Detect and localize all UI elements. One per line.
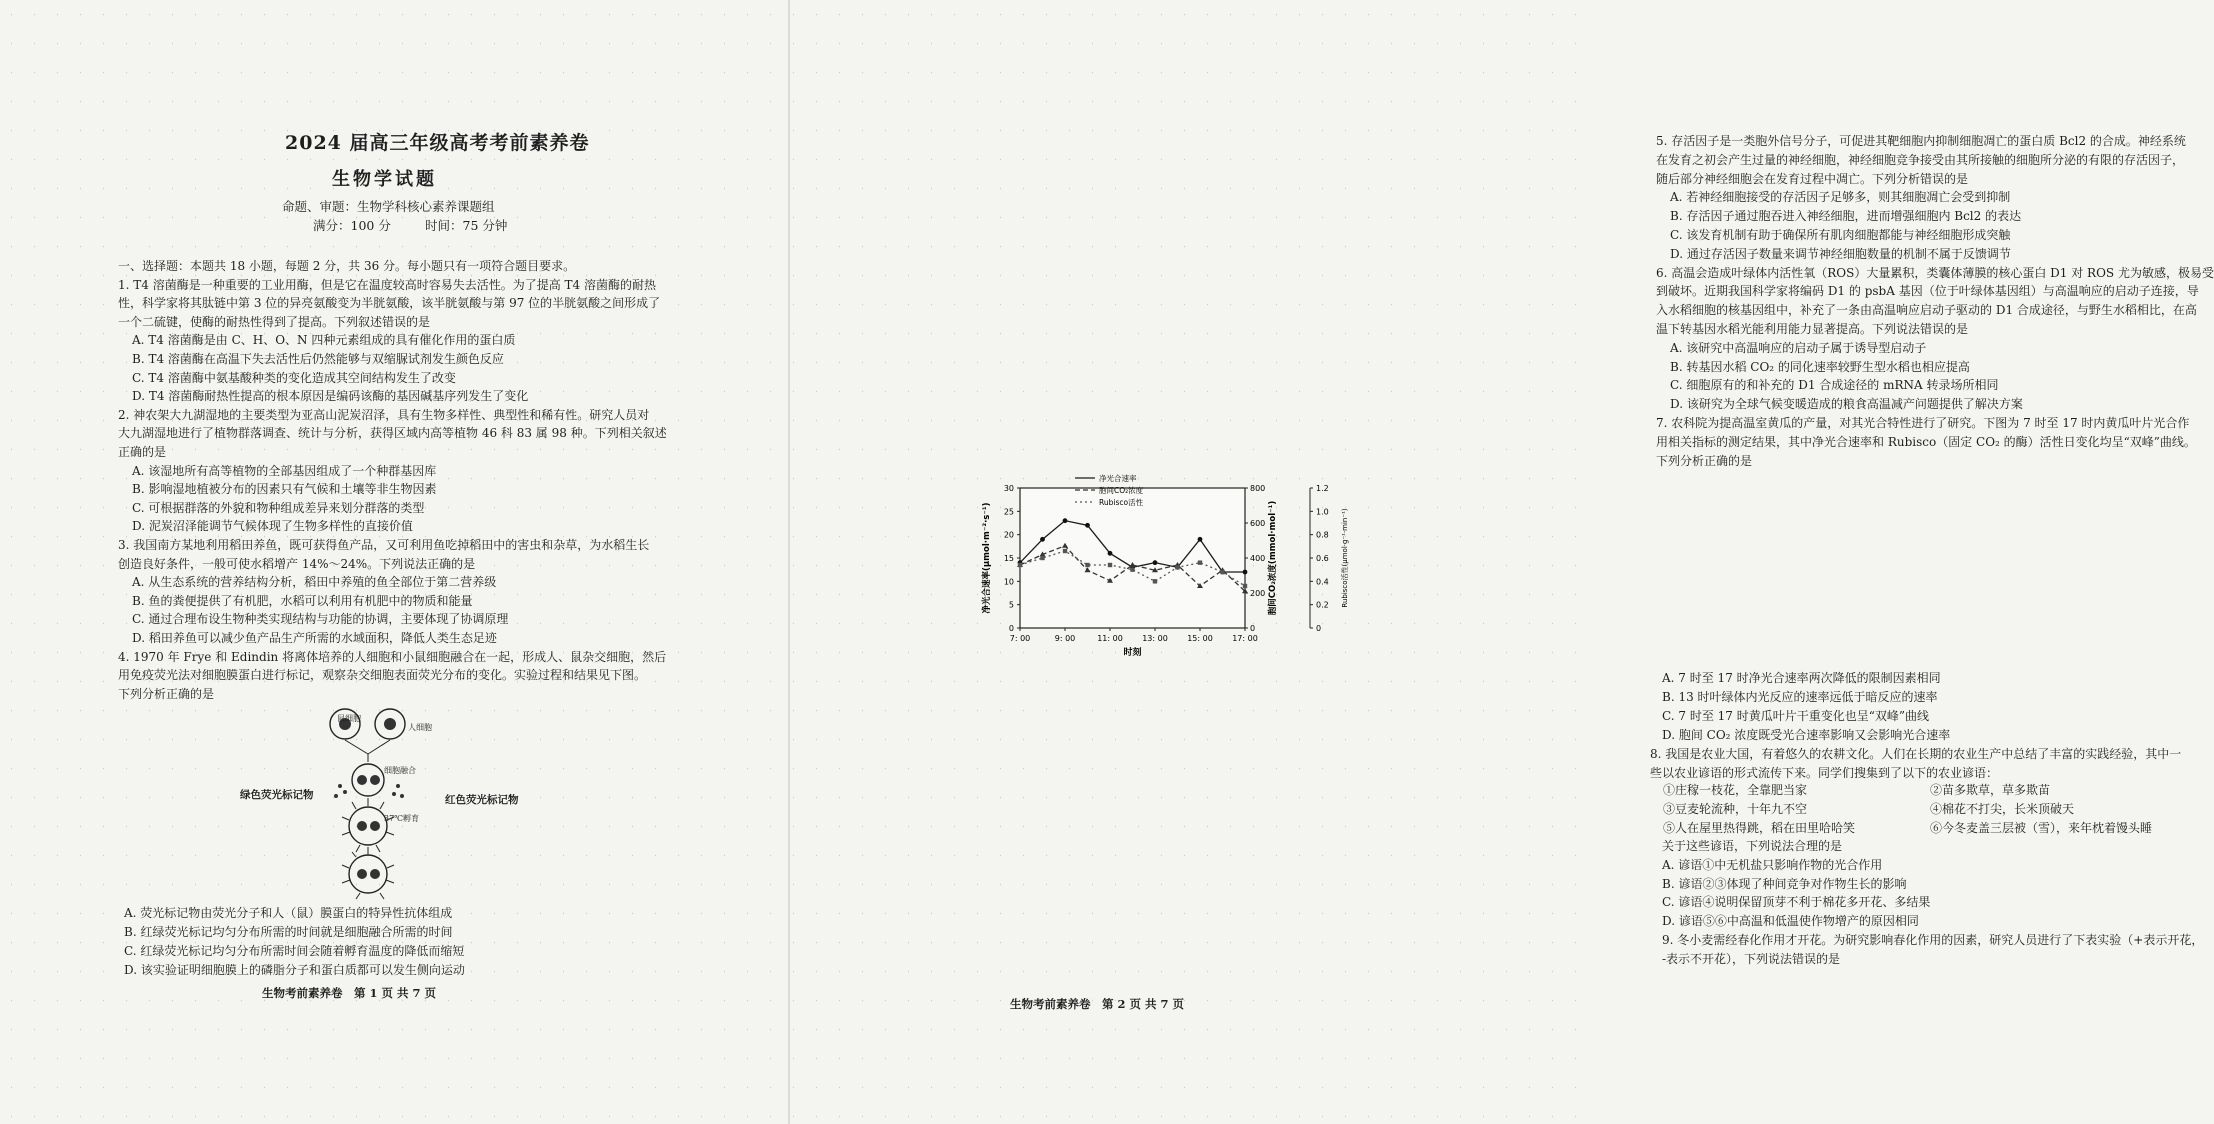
right-lines2-line: 些以农业谚语的形式流传下来。同学们搜集到了以下的农业谚语： — [1650, 765, 1999, 780]
red-label: 红色荧光标记物 — [445, 794, 519, 806]
point-rubisco — [1018, 563, 1022, 567]
labeled-cell — [349, 807, 387, 845]
right-lines-line: B. 转基因水稻 CO₂ 的同化速率较野生型水稻也相应提高 — [1670, 359, 1970, 374]
right-lines3-line: 关于这些谚语，下列说法合理的是 — [1662, 839, 1843, 853]
point-rubisco — [1085, 563, 1089, 567]
proverb-item: ③豆麦轮流种，十年九不空 — [1663, 801, 1808, 816]
x-tick-label: 7: 00 — [1009, 634, 1031, 643]
left-lines-line: 下列分析正确的是 — [118, 686, 215, 701]
point-netrate — [1040, 537, 1045, 542]
x-tick-label: 13: 00 — [1142, 634, 1168, 643]
left-lines-line: 创造良好条件，一般可使水稻增产 14%～24%。下列说法正确的是 — [118, 556, 476, 571]
left-lines-line: 4. 1970 年 Frye 和 Edindin 将离体培养的人细胞和小鼠细胞融合在一起，形成人、鼠杂交细胞，然后 — [118, 649, 667, 664]
right-lines3-line: B. 谚语②③体现了种间竞争对作物生长的影响 — [1662, 876, 1907, 891]
right-lines-line: 用相关指标的测定结果，其中净光合速率和 Rubisco（固定 CO₂ 的酶）活性日变化均呈“双峰”曲线。 — [1656, 434, 2196, 449]
left-lines-line: 用免疫荧光法对细胞膜蛋白进行标记，观察杂交细胞表面荧光分布的变化。实验过程和结果见下图。 — [118, 668, 647, 683]
left-lines-line: A. 从生态系统的营养结构分析，稻田中养殖的鱼全部位于第二营养级 — [132, 575, 497, 590]
right-lines-line: 到破坏。近期我国科学家将编码 D1 的 psbA 基因（位于叶绿体基因组）与高温响应的启动子连接，导 — [1656, 284, 2199, 299]
right-lines3-line: C. 谚语④说明保留顶芽不利于棉花多开花、多结果 — [1662, 895, 1931, 910]
x-tick-label: 9: 00 — [1054, 634, 1076, 643]
right-options7-line: C. 7 时至 17 时黄瓜叶片干重变化也呈“双峰”曲线 — [1662, 709, 1930, 723]
human-cell-label: 人细胞 — [408, 723, 432, 732]
right-options7-line: D. 胞间 CO₂ 浓度既受光合速率影响又会影响光合速率 — [1662, 728, 1951, 742]
left-lines-line: B. 影响湿地植被分布的因素只有气候和土壤等非生物因素 — [132, 482, 437, 497]
left-axis-label: 净光合速率(μmol·m⁻²·s⁻¹) — [982, 502, 992, 614]
right-lines-line: 温下转基因水稻光能利用能力显著提高。下列说法错误的是 — [1656, 322, 1969, 336]
exam-title: 2024 届高三年级高考考前素养卷 — [285, 132, 590, 154]
right-lines3-line: D. 谚语⑤⑥中高温和低温使作物增产的原因相同 — [1662, 914, 1919, 929]
right-lines-line: 在发育之初会产生过量的神经细胞，神经细胞竞争接受由其所接触的细胞所分泌的有限的存活因子， — [1656, 152, 2185, 167]
left-lines-line: 1. T4 溶菌酶是一种重要的工业用酶，但是它在温度较高时容易失去活性。为了提高 T4 溶菌酶的耐热 — [118, 277, 656, 292]
right-lines-line: 下列分析正确的是 — [1656, 453, 1753, 468]
mid-tick-label: 800 — [1250, 484, 1266, 493]
point-rubisco — [1108, 563, 1112, 567]
point-rubisco — [1153, 579, 1157, 583]
left-lines-line: D. T4 溶菌酶耐热性提高的根本原因是编码该酶的基因碱基序列发生了变化 — [132, 389, 529, 404]
left-options2-line: D. 该实验证明细胞膜上的磷脂分子和蛋白质都可以发生侧向运动 — [124, 963, 465, 977]
left-lines-line: D. 稻田养鱼可以减少鱼产品生产所需的水域面积，降低人类生态足迹 — [132, 631, 497, 645]
mid-tick-label: 400 — [1250, 554, 1266, 563]
right-lines2-line: 8. 我国是农业大国，有着悠久的农耕文化。人们在长期的农业生产中总结了丰富的实践经验，其中一 — [1650, 747, 2182, 761]
right-lines-line: D. 该研究为全球气候变暖造成的粮食高温减产问题提供了解决方案 — [1670, 397, 2023, 412]
point-rubisco — [1175, 565, 1179, 569]
point-netrate — [1198, 537, 1203, 542]
left-lines-line: 3. 我国南方某地利用稻田养鱼，既可获得鱼产品，又可利用鱼吃掉稻田中的害虫和杂草，为水稻生长 — [118, 538, 650, 552]
right-tick-label: 0.4 — [1316, 577, 1329, 587]
final-cell — [349, 855, 387, 893]
left-options2-line: C. 红绿荧光标记均匀分布所需时间会随着孵育温度的降低而缩短 — [124, 944, 465, 958]
point-rubisco — [1198, 560, 1202, 564]
right-lines-line: C. 该发育机制有助于确保所有肌肉细胞都能与神经细胞形成突触 — [1670, 228, 2011, 242]
right-lines-line: 入水稻细胞的核基因组中，补充了一条由高温响应启动子驱动的 D1 合成途径，与野生水稻相比，在高 — [1656, 303, 2197, 318]
left-lines-line: 一、选择题：本题共 18 小题，每题 2 分，共 36 分。每小题只有一项符合题目要求。 — [118, 259, 576, 273]
legend-label: Rubisco活性 — [1099, 498, 1144, 507]
proverb-item: ④棉花不打尖，长米顶破天 — [1930, 801, 2075, 816]
page-left — [0, 0, 790, 1124]
fusion-label: 细胞融合 — [384, 766, 416, 775]
mid-tick-label: 200 — [1250, 589, 1266, 598]
left-lines-line: 大九湖湿地进行了植物群落调查、统计与分析，获得区域内高等植物 46 科 83 属 98 种。下列相关叙述 — [118, 426, 667, 441]
x-tick-label: 15: 00 — [1187, 634, 1213, 643]
left-lines-line: C. 可根据群落的外貌和物种组成差异来划分群落的类型 — [132, 500, 425, 515]
point-netrate — [1085, 523, 1090, 528]
right-lines-line: 5. 存活因子是一类胞外信号分子，可促进其靶细胞内抑制细胞凋亡的蛋白质 Bcl2 的合成。神经系统 — [1656, 134, 2186, 148]
right-lines-line: 随后部分神经细胞会在发育过程中凋亡。下列分析错误的是 — [1656, 171, 1969, 186]
left-lines-line: A. 该湿地所有高等植物的全部基因组成了一个种群基因库 — [132, 463, 437, 478]
left-tick-label: 10 — [1003, 577, 1014, 587]
legend-label: 净光合速率 — [1099, 474, 1137, 483]
point-rubisco — [1130, 567, 1134, 571]
right-lines3-line: A. 谚语①中无机盐只影响作物的光合作用 — [1662, 857, 1883, 872]
left-lines-line: C. 通过合理布设生物种类实现结构与功能的协调，主要体现了协调原理 — [132, 612, 509, 627]
right-tick-label: 1.2 — [1316, 484, 1329, 493]
left-lines-line: 性，科学家将其肽链中第 3 位的异亮氨酸变为半胱氨酸，该半胱氨酸与第 97 位的半胱氨酸之间形成了 — [118, 296, 661, 311]
right-tick-label: 0 — [1316, 624, 1322, 633]
point-netrate — [1063, 518, 1068, 523]
right-options7-line: B. 13 时叶绿体内光反应的速率远低于暗反应的速率 — [1662, 690, 1938, 704]
left-lines-line: C. T4 溶菌酶中氨基酸种类的变化造成其空间结构发生了改变 — [132, 370, 456, 385]
right-tick-label: 1.0 — [1316, 507, 1329, 517]
point-rubisco — [1063, 549, 1067, 553]
right-lines-line: A. 该研究中高温响应的启动子属于诱导型启动子 — [1670, 340, 1927, 355]
right-lines-line: 7. 农科院为提高温室黄瓜的产量，对其光合特性进行了研究。下图为 7 时至 17 时内黄瓜叶片光合作 — [1656, 416, 2190, 430]
point-netrate — [1153, 560, 1158, 565]
left-lines-line: 一个二硫键，使酶的耐热性得到了提高。下列叙述错误的是 — [118, 314, 431, 329]
legend-label: 胞间CO₂浓度 — [1099, 486, 1144, 495]
proverb-item: ⑥今冬麦盖三层被（雪），来年枕着馒头睡 — [1930, 820, 2153, 835]
exam-time: 时间：75 分钟 — [425, 218, 508, 233]
left-tick-label: 25 — [1003, 507, 1014, 517]
page-right — [790, 0, 2214, 1124]
proverb-item: ①庄稼一枝花，全靠肥当家 — [1663, 783, 1808, 797]
right-lines3-line: 9. 冬小麦需经春化作用才开花。为研究影响春化作用的因素，研究人员进行了下表实验（+表示开花， — [1662, 933, 2204, 947]
chart-svg — [975, 468, 1355, 668]
mid-tick-label: 600 — [1250, 519, 1266, 528]
right-lines-line: C. 细胞原有的和补充的 D1 合成途径的 mRNA 转录场所相同 — [1670, 378, 1999, 393]
point-rubisco — [1040, 556, 1044, 560]
left-options2-line: A. 荧光标记物由荧光分子和人（鼠）膜蛋白的特异性抗体组成 — [124, 906, 453, 920]
x-tick-label: 17: 00 — [1232, 634, 1258, 643]
human-nucleus — [384, 718, 396, 730]
left-lines-line: B. T4 溶菌酶在高温下失去活性后仍然能够与双缩脲试剂发生颜色反应 — [132, 352, 504, 366]
footer-left: 生物考前素养卷 第 1 页 共 7 页 — [262, 986, 437, 1000]
right-lines-line: A. 若神经细胞接受的存活因子足够多，则其细胞凋亡会受到抑制 — [1670, 190, 2011, 205]
point-netrate — [1108, 551, 1113, 556]
right-lines3-line: -表示不开花），下列说法错误的是 — [1662, 951, 1841, 966]
left-lines-line: D. 泥炭沼泽能调节气候体现了生物多样性的直接价值 — [132, 519, 413, 534]
left-tick-label: 5 — [1008, 600, 1014, 610]
right-tick-label: 0.6 — [1316, 554, 1329, 563]
right-options7-line: A. 7 时至 17 时净光合速率两次降低的限制因素相同 — [1662, 671, 1941, 685]
plot-frame — [1020, 488, 1245, 628]
left-lines-line: 2. 神农架大九湖湿地的主要类型为亚高山泥炭沼泽，具有生物多样性、典型性和稀有性。研究人员对 — [118, 407, 650, 422]
x-tick-label: 11: 00 — [1097, 634, 1123, 643]
proverb-item: ②苗多欺草，草多欺苗 — [1930, 783, 2051, 797]
left-tick-label: 20 — [1003, 530, 1014, 540]
mid-axis-label: 胞间CO₂浓度(mmol·mol⁻¹) — [1268, 500, 1278, 616]
mid-tick-label: 0 — [1250, 624, 1256, 633]
left-lines-line: 正确的是 — [118, 445, 167, 459]
mouse-cell-label: 鼠细胞 — [337, 714, 361, 723]
point-rubisco — [1220, 570, 1224, 574]
exam-authors: 命题、审题：生物学科核心素养课题组 — [282, 199, 495, 214]
point-netrate — [1243, 570, 1248, 575]
right-lines-line: 6. 高温会造成叶绿体内活性氧（ROS）大量累积，类囊体薄膜的核心蛋白 D1 对 ROS 尤为敏感，极易受 — [1656, 265, 2214, 280]
right-lines-line: D. 通过存活因子数量来调节神经细胞数量的机制不属于反馈调节 — [1670, 246, 2011, 261]
x-axis-label: 时刻 — [1123, 648, 1142, 658]
right-tick-label: 0.8 — [1316, 530, 1329, 540]
footer-right: 生物考前素养卷 第 2 页 共 7 页 — [1010, 997, 1185, 1011]
left-tick-label: 15 — [1003, 554, 1014, 563]
exam-score: 满分：100 分 — [313, 218, 391, 233]
left-options2-line: B. 红绿荧光标记均匀分布所需的时间就是细胞融合所需的时间 — [124, 925, 453, 939]
left-tick-label: 0 — [1008, 624, 1014, 633]
green-label: 绿色荧光标记物 — [240, 789, 314, 801]
point-rubisco — [1243, 584, 1247, 588]
left-lines-line: B. 鱼的粪便提供了有机肥，水稻可以利用有机肥中的物质和能量 — [132, 593, 473, 608]
exam-subtitle: 生物学试题 — [332, 169, 437, 190]
left-lines-line: A. T4 溶菌酶是由 C、H、O、N 四种元素组成的具有催化作用的蛋白质 — [132, 333, 516, 348]
incubate-label: 37℃孵育 — [384, 814, 420, 823]
proverb-item: ⑤人在屋里热得跳，稻在田里哈哈笑 — [1663, 820, 1856, 835]
right-axis-label: Rubisco活性(μmol·g⁻¹·min⁻¹) — [1341, 508, 1349, 608]
left-tick-label: 30 — [1003, 484, 1014, 493]
right-lines-line: B. 存活因子通过胞吞进入神经细胞，进而增强细胞内 Bcl2 的表达 — [1670, 209, 2022, 224]
right-tick-label: 0.2 — [1316, 600, 1329, 610]
